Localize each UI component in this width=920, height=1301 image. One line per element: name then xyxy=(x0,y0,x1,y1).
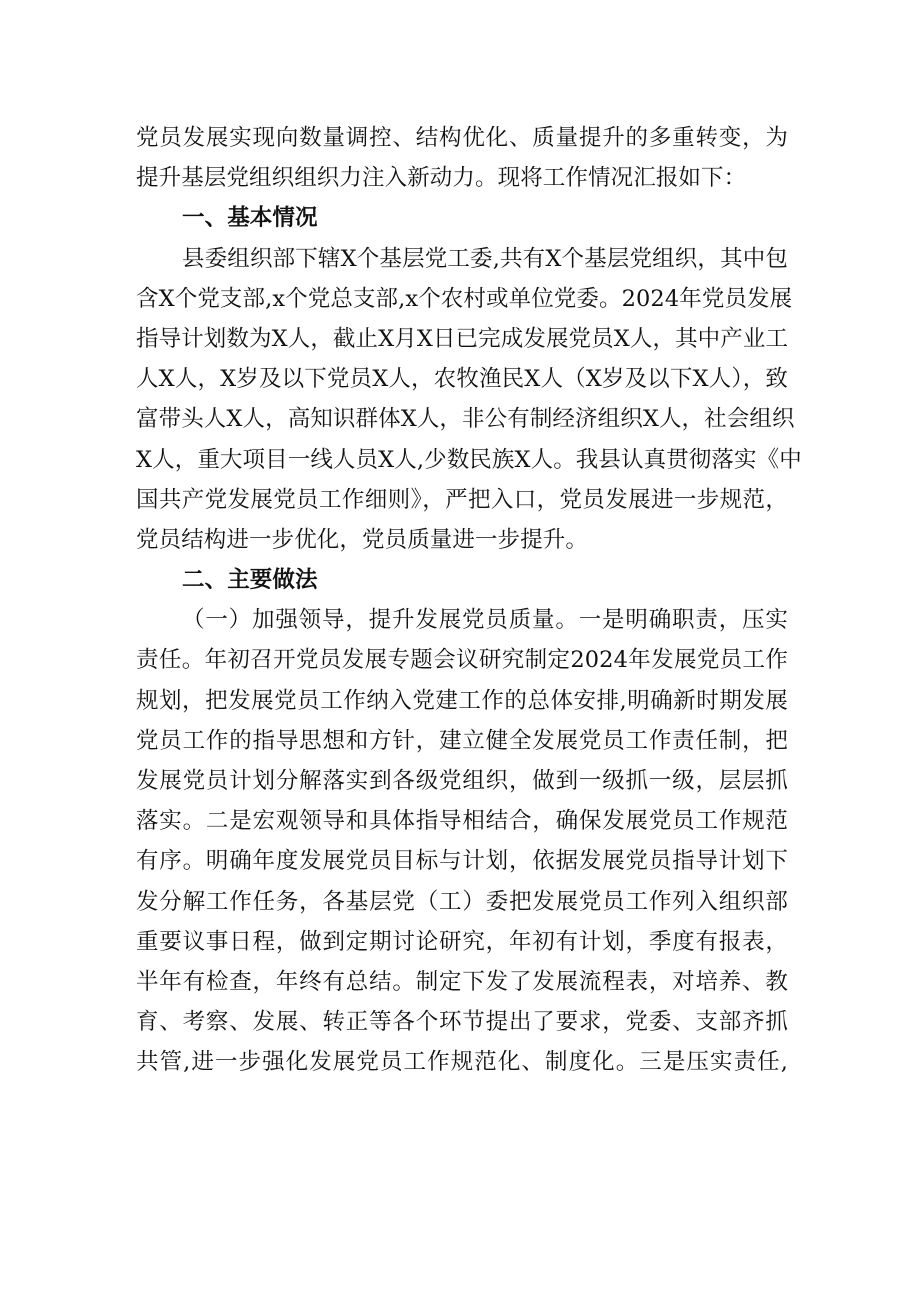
text-line: 党员结构进一步优化，党员质量进一步提升。 xyxy=(136,526,589,553)
text-line: 重要议事日程，做到定期讨论研究，年初有计划，季度有报表， xyxy=(136,928,788,955)
document-body xyxy=(136,118,802,1083)
text-line: 发分解工作任务，各基层党（工）委把发展党员工作列入组织部 xyxy=(136,888,788,915)
text-line: 责任。年初召开党员发展专题会议研究制定2024年发展党员工作 xyxy=(136,647,788,674)
text-line: 发展党员计划分解落实到各级党组织，做到一级抓一级，层层抓 xyxy=(136,768,788,794)
text-line: 共管,进一步强化发展党员工作规范化、制度化。三是压实责任, xyxy=(136,1049,788,1076)
text-line: 半年有检查，年终有总结。制定下发了发展流程表，对培养、教 xyxy=(136,968,788,995)
text-line: X人，重大项目一线人员X人,少数民族X人。我县认真贯彻落实《中 xyxy=(136,446,802,473)
text-line: 县委组织部下辖X个基层党工委,共有X个基层党组织，其中包 xyxy=(182,245,788,272)
text-line: 含X个党支部,x个党总支部,x个农村或单位党委。2024年党员发展 xyxy=(136,285,793,312)
text-line: 有序。明确年度发展党员目标与计划，依据发展党员指导计划下 xyxy=(136,848,788,875)
section-heading: 一、基本情况 xyxy=(182,205,318,232)
text-line: 育、考察、发展、转正等各个环节提出了要求，党委、支部齐抓 xyxy=(136,1009,788,1036)
text-line: 落实。二是宏观领导和具体指导相结合，确保发展党员工作规范 xyxy=(136,808,788,835)
text-line: （一）加强领导，提升发展党员质量。一是明确职责，压实 xyxy=(182,607,788,634)
text-line: 人X人，X岁及以下党员X人，农牧渔民X人（X岁及以下X人），致 xyxy=(136,366,788,393)
text-line: 党员发展实现向数量调控、结构优化、质量提升的多重转变，为 xyxy=(136,125,788,151)
section-heading: 二、主要做法 xyxy=(182,567,318,594)
text-line: 提升基层党组织组织力注入新动力。现将工作情况汇报如下： xyxy=(136,165,747,192)
text-line: 指导计划数为X人，截止X月X日已完成发展党员X人，其中产业工 xyxy=(136,325,789,352)
text-line: 规划，把发展党员工作纳入党建工作的总体安排,明确新时期发展 xyxy=(136,687,788,714)
text-line: 党员工作的指导思想和方针，建立健全发展党员工作责任制，把 xyxy=(136,727,788,754)
text-line: 国共产党发展党员工作细则》，严把入口，党员发展进一步规范， xyxy=(136,486,788,513)
text-line: 富带头人X人，高知识群体X人，非公有制经济组织X人，社会组织 xyxy=(136,406,795,433)
